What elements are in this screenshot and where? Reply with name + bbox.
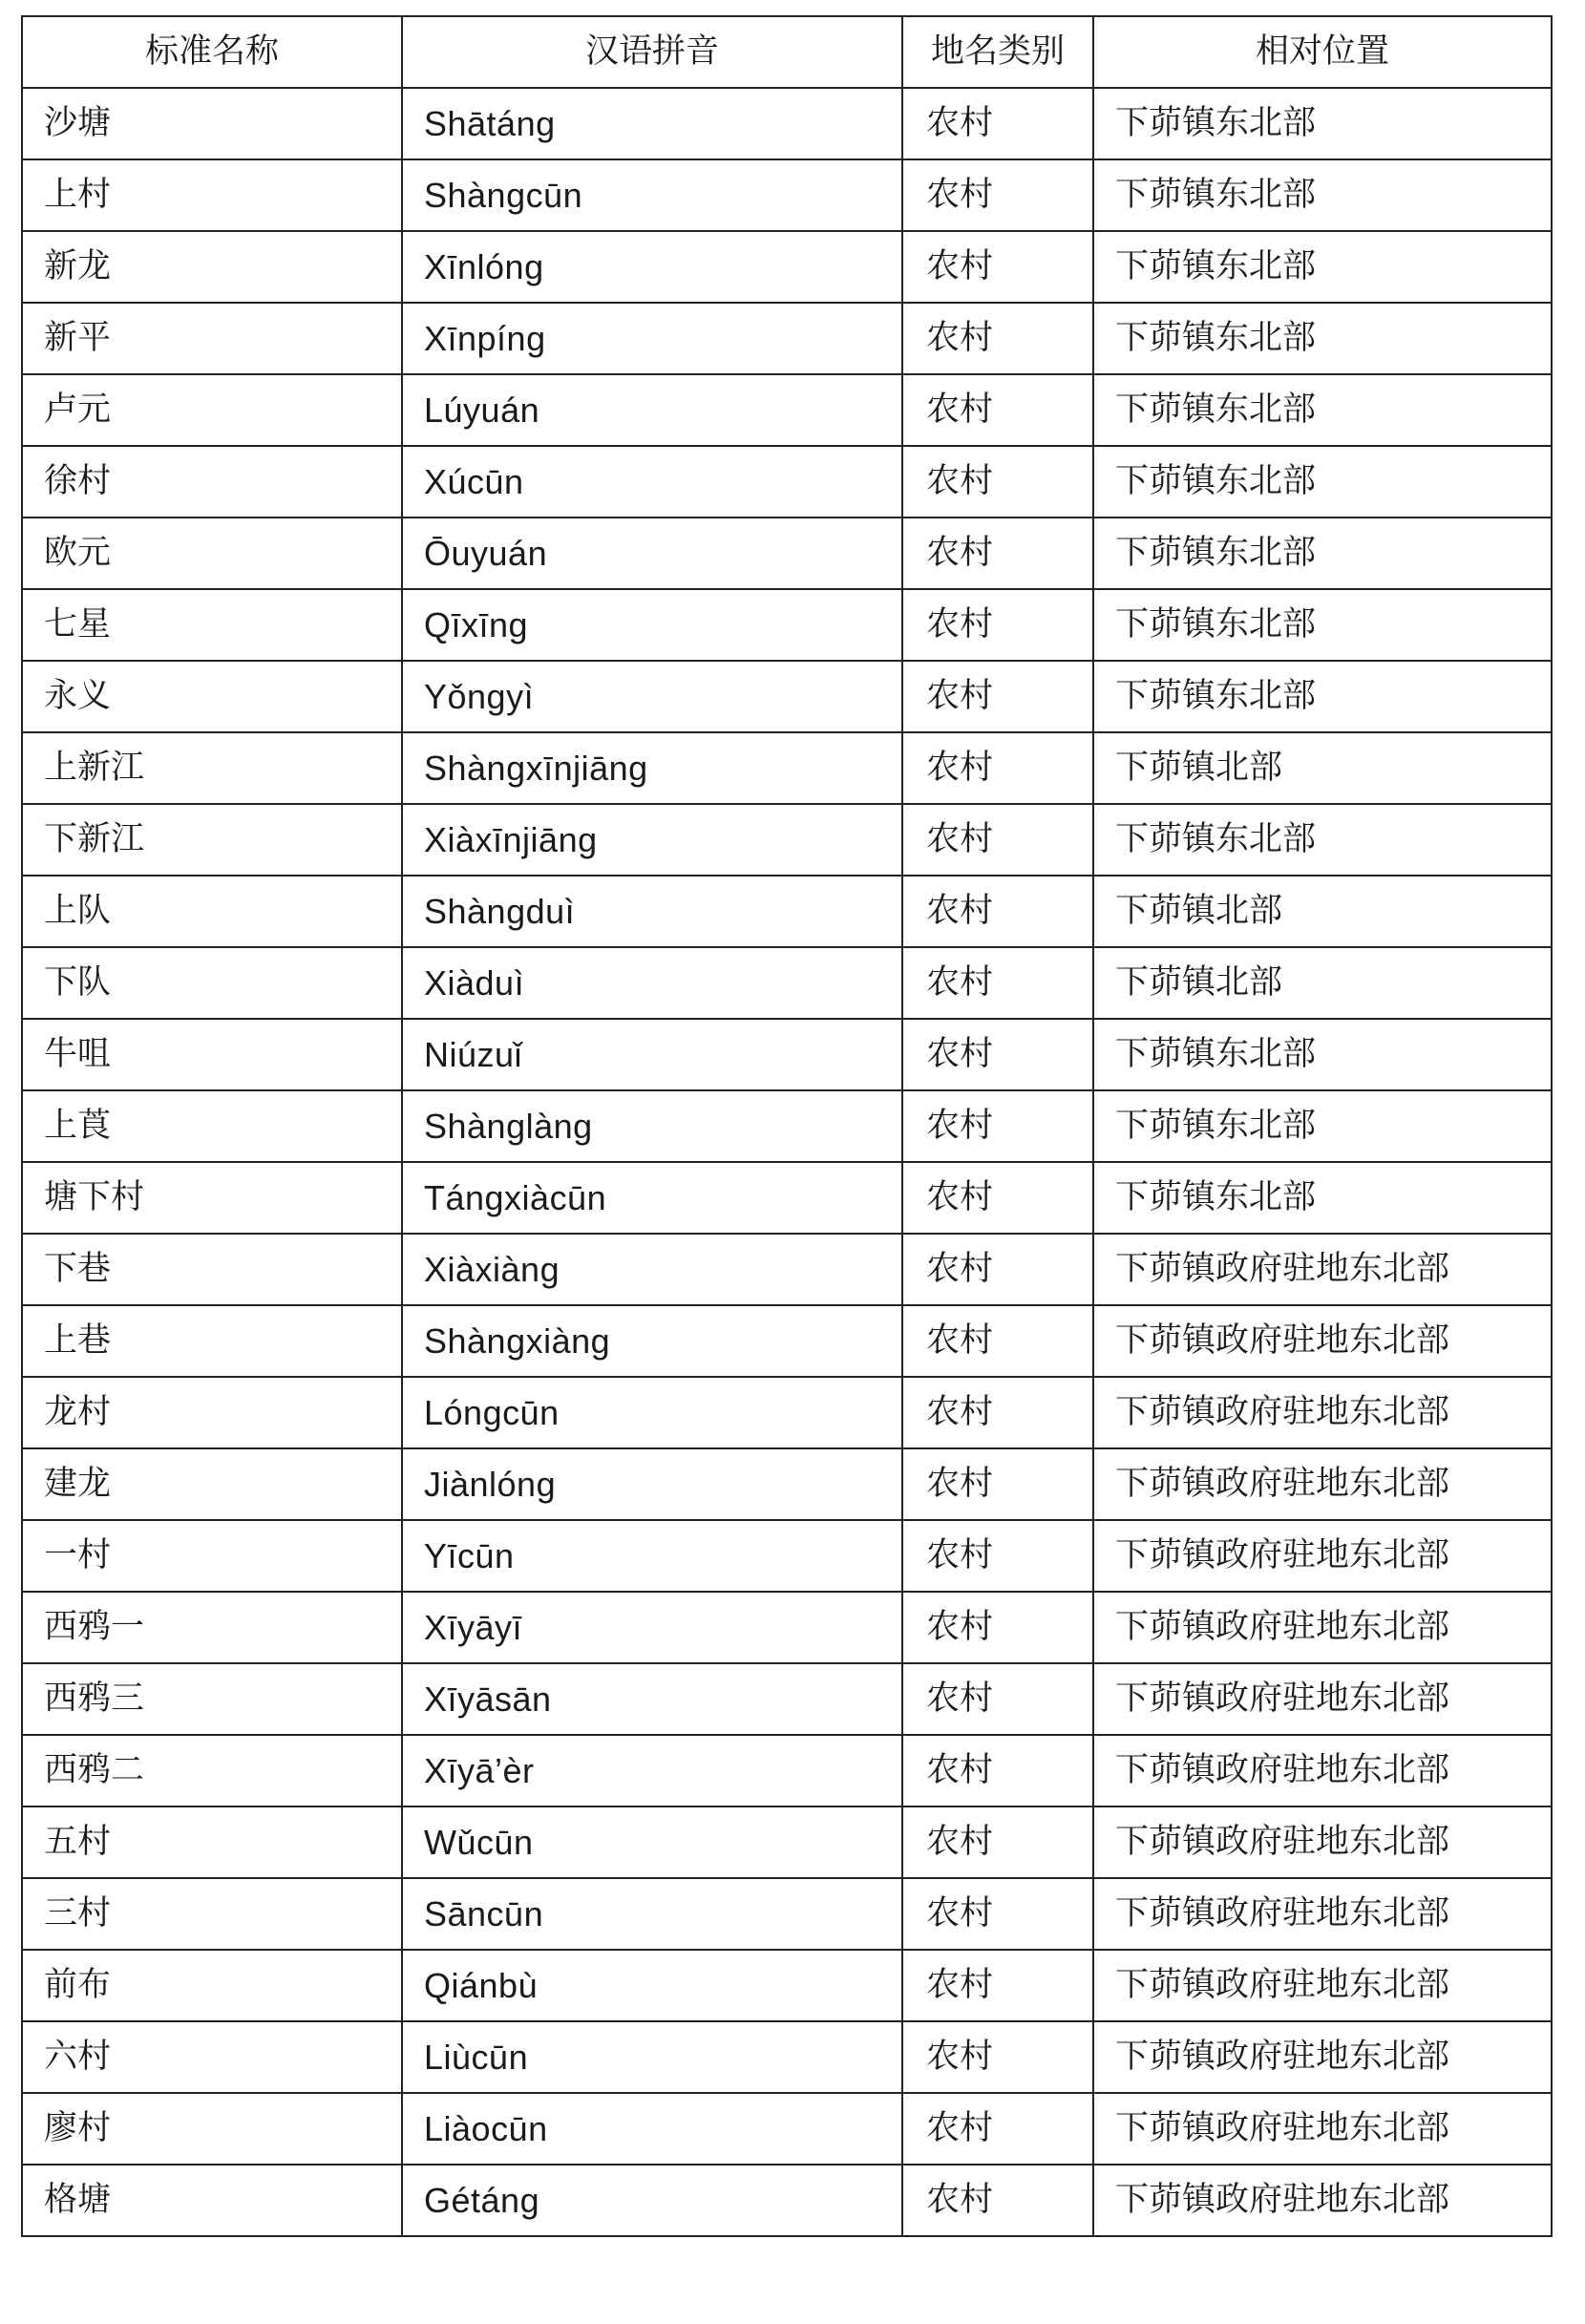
relative-location-cell: 下茆镇政府驻地东北部 [1093, 1878, 1552, 1950]
relative-location-cell: 下茆镇北部 [1093, 732, 1552, 804]
standard-name-cell: 上莨 [22, 1090, 402, 1162]
place-type-cell: 农村 [902, 303, 1093, 374]
relative-location-cell: 下茆镇政府驻地东北部 [1093, 1592, 1552, 1663]
standard-name-cell: 建龙 [22, 1448, 402, 1520]
header-place-type: 地名类别 [902, 16, 1093, 88]
header-pinyin: 汉语拼音 [402, 16, 902, 88]
pinyin-cell: Jiànlóng [402, 1448, 902, 1520]
pinyin-cell: Xīyā’èr [402, 1735, 902, 1806]
pinyin-cell: Tángxiàcūn [402, 1162, 902, 1234]
table-row [22, 1950, 1552, 2021]
table-row [22, 1162, 1552, 1234]
place-type-cell: 农村 [902, 1305, 1093, 1377]
pinyin-cell: Niúzuǐ [402, 1019, 902, 1090]
table-row [22, 1735, 1552, 1806]
place-type-cell: 农村 [902, 1234, 1093, 1305]
place-type-cell: 农村 [902, 1162, 1093, 1234]
header-standard-name: 标准名称 [22, 16, 402, 88]
table-row [22, 1377, 1552, 1448]
place-type-cell: 农村 [902, 1735, 1093, 1806]
pinyin-cell: Yǒngyì [402, 661, 902, 732]
place-type-cell: 农村 [902, 1090, 1093, 1162]
standard-name-cell: 上村 [22, 159, 402, 231]
standard-name-cell: 塘下村 [22, 1162, 402, 1234]
place-type-cell: 农村 [902, 231, 1093, 303]
place-type-cell: 农村 [902, 2021, 1093, 2093]
relative-location-cell: 下茆镇政府驻地东北部 [1093, 1950, 1552, 2021]
relative-location-cell: 下茆镇政府驻地东北部 [1093, 2021, 1552, 2093]
pinyin-cell: Xúcūn [402, 446, 902, 518]
relative-location-cell: 下茆镇政府驻地东北部 [1093, 1305, 1552, 1377]
pinyin-cell: Lúyuán [402, 374, 902, 446]
relative-location-cell: 下茆镇政府驻地东北部 [1093, 1377, 1552, 1448]
place-type-cell: 农村 [902, 446, 1093, 518]
standard-name-cell: 欧元 [22, 518, 402, 589]
relative-location-cell: 下茆镇东北部 [1093, 589, 1552, 661]
place-type-cell: 农村 [902, 518, 1093, 589]
table-row [22, 1663, 1552, 1735]
standard-name-cell: 七星 [22, 589, 402, 661]
standard-name-cell: 卢元 [22, 374, 402, 446]
relative-location-cell: 下茆镇政府驻地东北部 [1093, 1234, 1552, 1305]
place-type-cell: 农村 [902, 876, 1093, 947]
standard-name-cell: 西鸦三 [22, 1663, 402, 1735]
place-type-cell: 农村 [902, 88, 1093, 159]
pinyin-cell: Sāncūn [402, 1878, 902, 1950]
table-row [22, 1520, 1552, 1592]
relative-location-cell: 下茆镇东北部 [1093, 374, 1552, 446]
table-row [22, 518, 1552, 589]
standard-name-cell: 五村 [22, 1806, 402, 1878]
pinyin-cell: Xiàduì [402, 947, 902, 1019]
table-row [22, 804, 1552, 876]
place-type-cell: 农村 [902, 1950, 1093, 2021]
standard-name-cell: 永义 [22, 661, 402, 732]
place-type-cell: 农村 [902, 589, 1093, 661]
relative-location-cell: 下茆镇政府驻地东北部 [1093, 2093, 1552, 2165]
pinyin-cell: Xīnlóng [402, 231, 902, 303]
pinyin-cell: Ōuyuán [402, 518, 902, 589]
standard-name-cell: 上队 [22, 876, 402, 947]
header-relative-location: 相对位置 [1093, 16, 1552, 88]
standard-name-cell: 下巷 [22, 1234, 402, 1305]
place-type-cell: 农村 [902, 1019, 1093, 1090]
place-type-cell: 农村 [902, 159, 1093, 231]
table-row [22, 1878, 1552, 1950]
pinyin-cell: Xīyāyī [402, 1592, 902, 1663]
relative-location-cell: 下茆镇北部 [1093, 876, 1552, 947]
pinyin-cell: Shànglàng [402, 1090, 902, 1162]
pinyin-cell: Gétáng [402, 2165, 902, 2236]
table-row [22, 947, 1552, 1019]
table-row [22, 159, 1552, 231]
table-row [22, 446, 1552, 518]
table-row [22, 1234, 1552, 1305]
pinyin-cell: Xiàxīnjiāng [402, 804, 902, 876]
table-row [22, 374, 1552, 446]
standard-name-cell: 格塘 [22, 2165, 402, 2236]
pinyin-cell: Liàocūn [402, 2093, 902, 2165]
standard-name-cell: 廖村 [22, 2093, 402, 2165]
pinyin-cell: Shàngxiàng [402, 1305, 902, 1377]
table-row [22, 303, 1552, 374]
relative-location-cell: 下茆镇东北部 [1093, 231, 1552, 303]
relative-location-cell: 下茆镇政府驻地东北部 [1093, 1663, 1552, 1735]
standard-name-cell: 上新江 [22, 732, 402, 804]
standard-name-cell: 三村 [22, 1878, 402, 1950]
relative-location-cell: 下茆镇东北部 [1093, 661, 1552, 732]
pinyin-cell: Wǔcūn [402, 1806, 902, 1878]
relative-location-cell: 下茆镇政府驻地东北部 [1093, 1448, 1552, 1520]
relative-location-cell: 下茆镇东北部 [1093, 159, 1552, 231]
standard-name-cell: 徐村 [22, 446, 402, 518]
place-type-cell: 农村 [902, 1592, 1093, 1663]
table-row [22, 1305, 1552, 1377]
standard-name-cell: 下新江 [22, 804, 402, 876]
place-type-cell: 农村 [902, 661, 1093, 732]
place-type-cell: 农村 [902, 1520, 1093, 1592]
standard-name-cell: 西鸦二 [22, 1735, 402, 1806]
place-name-table-container [21, 15, 1551, 2237]
standard-name-cell: 新龙 [22, 231, 402, 303]
table-row [22, 2021, 1552, 2093]
table-row [22, 2165, 1552, 2236]
table-row [22, 732, 1552, 804]
table-row [22, 1806, 1552, 1878]
relative-location-cell: 下茆镇政府驻地东北部 [1093, 1735, 1552, 1806]
relative-location-cell: 下茆镇东北部 [1093, 804, 1552, 876]
place-type-cell: 农村 [902, 804, 1093, 876]
place-name-table [21, 15, 1553, 2237]
place-type-cell: 农村 [902, 2093, 1093, 2165]
pinyin-cell: Shàngxīnjiāng [402, 732, 902, 804]
pinyin-cell: Xīyāsān [402, 1663, 902, 1735]
relative-location-cell: 下茆镇东北部 [1093, 518, 1552, 589]
pinyin-cell: Liùcūn [402, 2021, 902, 2093]
relative-location-cell: 下茆镇东北部 [1093, 88, 1552, 159]
table-row [22, 1448, 1552, 1520]
standard-name-cell: 上巷 [22, 1305, 402, 1377]
relative-location-cell: 下茆镇政府驻地东北部 [1093, 2165, 1552, 2236]
standard-name-cell: 一村 [22, 1520, 402, 1592]
place-type-cell: 农村 [902, 1806, 1093, 1878]
table-row [22, 661, 1552, 732]
place-type-cell: 农村 [902, 1663, 1093, 1735]
table-row [22, 1019, 1552, 1090]
place-type-cell: 农村 [902, 732, 1093, 804]
standard-name-cell: 牛咀 [22, 1019, 402, 1090]
table-row [22, 1090, 1552, 1162]
table-row [22, 2093, 1552, 2165]
standard-name-cell: 六村 [22, 2021, 402, 2093]
relative-location-cell: 下茆镇政府驻地东北部 [1093, 1806, 1552, 1878]
relative-location-cell: 下茆镇东北部 [1093, 1019, 1552, 1090]
pinyin-cell: Lóngcūn [402, 1377, 902, 1448]
place-type-cell: 农村 [902, 2165, 1093, 2236]
standard-name-cell: 龙村 [22, 1377, 402, 1448]
place-type-cell: 农村 [902, 1878, 1093, 1950]
relative-location-cell: 下茆镇东北部 [1093, 446, 1552, 518]
relative-location-cell: 下茆镇北部 [1093, 947, 1552, 1019]
pinyin-cell: Yīcūn [402, 1520, 902, 1592]
place-type-cell: 农村 [902, 1448, 1093, 1520]
pinyin-cell: Qīxīng [402, 589, 902, 661]
pinyin-cell: Shàngduì [402, 876, 902, 947]
relative-location-cell: 下茆镇政府驻地东北部 [1093, 1520, 1552, 1592]
pinyin-cell: Xiàxiàng [402, 1234, 902, 1305]
table-body [22, 88, 1552, 2236]
standard-name-cell: 下队 [22, 947, 402, 1019]
table-row [22, 231, 1552, 303]
table-row [22, 88, 1552, 159]
table-row [22, 1592, 1552, 1663]
relative-location-cell: 下茆镇东北部 [1093, 1090, 1552, 1162]
table-row [22, 589, 1552, 661]
pinyin-cell: Shātáng [402, 88, 902, 159]
standard-name-cell: 西鸦一 [22, 1592, 402, 1663]
standard-name-cell: 前布 [22, 1950, 402, 2021]
standard-name-cell: 新平 [22, 303, 402, 374]
table-header-row [22, 16, 1552, 88]
place-type-cell: 农村 [902, 1377, 1093, 1448]
relative-location-cell: 下茆镇东北部 [1093, 1162, 1552, 1234]
table-row [22, 876, 1552, 947]
pinyin-cell: Xīnpíng [402, 303, 902, 374]
pinyin-cell: Shàngcūn [402, 159, 902, 231]
place-type-cell: 农村 [902, 374, 1093, 446]
place-type-cell: 农村 [902, 947, 1093, 1019]
standard-name-cell: 沙塘 [22, 88, 402, 159]
relative-location-cell: 下茆镇东北部 [1093, 303, 1552, 374]
pinyin-cell: Qiánbù [402, 1950, 902, 2021]
